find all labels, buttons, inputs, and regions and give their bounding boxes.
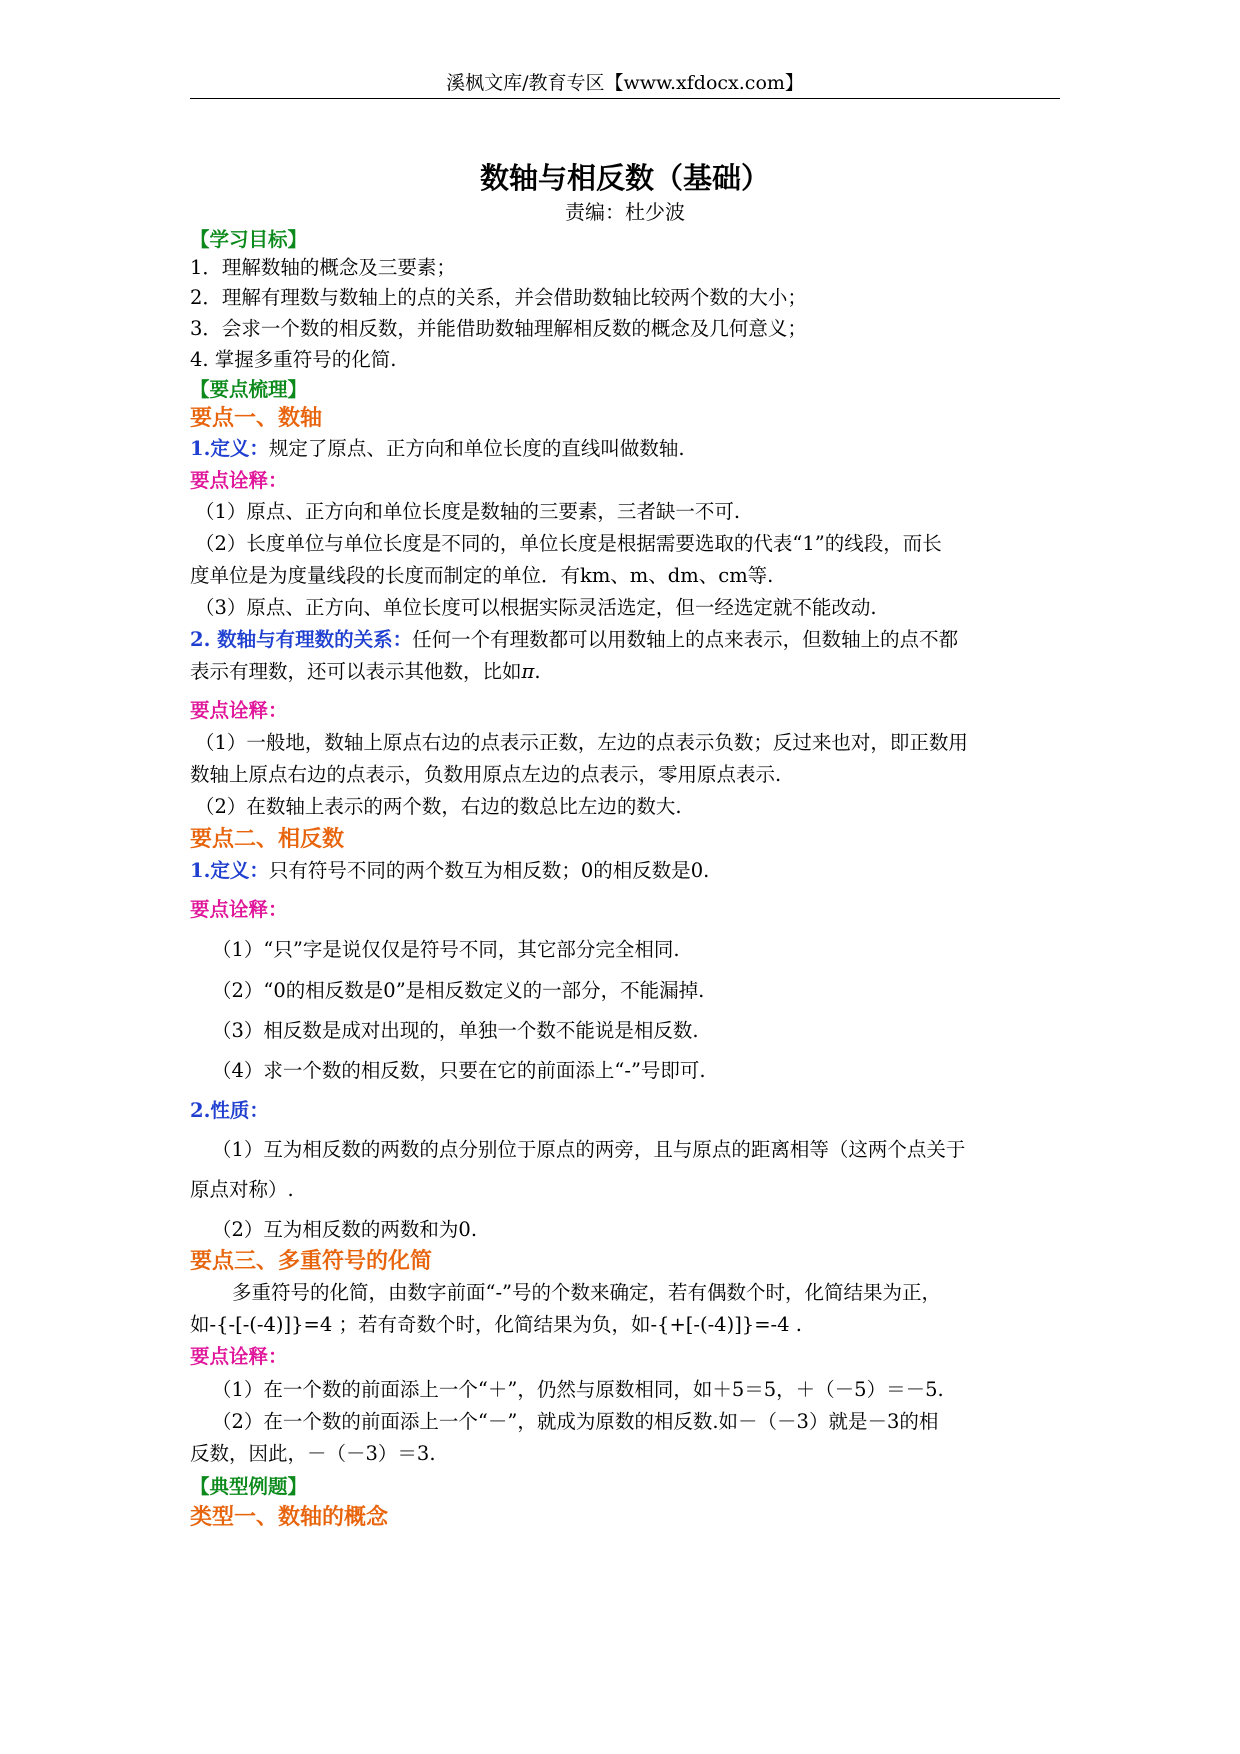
kp1-rel-label: 2. 数轴与有理数的关系： (190, 628, 413, 651)
kp1-note: （2）长度单位与单位长度是不同的，单位长度是根据需要选取的代表“1”的线段，而长 (195, 532, 942, 555)
kp2-definition (190, 858, 1060, 884)
pi-symbol: π (521, 660, 535, 683)
kp2-note: （3）相反数是成对出现的，单独一个数不能说是相反数. (212, 1019, 699, 1042)
objective-item: 4. 掌握多重符号的化简. (190, 348, 397, 371)
kp2-def-text: 只有符号不同的两个数互为相反数；0的相反数是0. (268, 859, 710, 882)
kp2-note-label: 要点诠释： (190, 898, 288, 921)
objective-item: 3．会求一个数的相反数，并能借助数轴理解相反数的概念及几何意义； (190, 317, 807, 340)
kp1-heading: 要点一、数轴 (190, 405, 323, 431)
kp3-heading: 要点三、多重符号的化简 (190, 1248, 433, 1274)
kp3-paragraph: 如-{-[-(-4)]}=4 ；若有奇数个时，化简结果为负，如-{+[-(-4)]}=-4 . (190, 1313, 802, 1336)
kp1-note: 度单位是为度量线段的长度而制定的单位．有km、m、dm、cm等. (190, 564, 774, 587)
objective-item: 1．理解数轴的概念及三要素； (190, 256, 456, 279)
kp2-prop: 原点对称）. (190, 1178, 294, 1201)
kp1-relation-cont (190, 659, 1060, 685)
kp2-def-label: 1.定义： (190, 859, 269, 882)
kp3-note-label: 要点诠释： (190, 1345, 288, 1368)
kp3-note: （1）在一个数的前面添上一个“＋”，仍然与原数相同，如＋5＝5，＋（－5）＝－5. (212, 1378, 944, 1401)
kp1-rel-end: . (534, 660, 541, 683)
editor-line: 责编：杜少波 (565, 200, 685, 224)
objective-item: 2．理解有理数与数轴上的点的关系，并会借助数轴比较两个数的大小； (190, 286, 807, 309)
kp1-note2: （2）在数轴上表示的两个数，右边的数总比左边的数大. (195, 795, 682, 818)
kp1-note2: （1）一般地，数轴上原点右边的点表示正数，左边的点表示负数；反过来也对，即正数用 (195, 731, 968, 754)
kp1-rel-text2: 表示有理数，还可以表示其他数，比如 (190, 660, 522, 683)
kp2-heading: 要点二、相反数 (190, 826, 345, 852)
kp1-note: （1）原点、正方向和单位长度是数轴的三要素，三者缺一不可. (195, 500, 741, 523)
kp3-note: （2）在一个数的前面添上一个“－”，就成为原数的相反数.如－（－3）就是－3的相 (212, 1410, 939, 1433)
kp1-note2-label: 要点诠释： (190, 699, 288, 722)
kp1-def-label: 1.定义： (190, 437, 269, 460)
kp1-note2: 数轴上原点右边的点表示，负数用原点左边的点表示，零用原点表示. (190, 763, 782, 786)
examples-heading: 【典型例题】 (190, 1475, 308, 1498)
kp1-note: （3）原点、正方向、单位长度可以根据实际灵活选定，但一经选定就不能改动. (195, 596, 877, 619)
kp2-note: （2）“0的相反数是0”是相反数定义的一部分，不能漏掉. (212, 979, 705, 1002)
type1-heading: 类型一、数轴的概念 (190, 1504, 389, 1530)
kp1-note-label: 要点诠释： (190, 469, 288, 492)
kp2-prop: （1）互为相反数的两数的点分别位于原点的两旁，且与原点的距离相等（这两个点关于 (212, 1138, 966, 1161)
kp2-prop: （2）互为相反数的两数和为0. (212, 1218, 478, 1241)
kp1-rel-text: 任何一个有理数都可以用数轴上的点来表示，但数轴上的点不都 (412, 628, 959, 651)
kp3-paragraph: 多重符号的化简，由数字前面“-”号的个数来确定，若有偶数个时，化简结果为正， (232, 1281, 942, 1304)
kp1-definition (190, 436, 1060, 462)
objectives-heading: 【学习目标】 (190, 228, 308, 251)
kp2-note: （1）“只”字是说仅仅是符号不同，其它部分完全相同. (212, 938, 680, 961)
kp1-relation (190, 627, 1060, 653)
keypoints-heading: 【要点梳理】 (190, 378, 308, 401)
document-title: 数轴与相反数（基础） (479, 161, 770, 195)
page-header: 溪枫文库/教育专区【www.xfdocx.com】 (446, 72, 804, 94)
kp2-prop-label: 2.性质： (190, 1099, 269, 1122)
kp1-def-text: 规定了原点、正方向和单位长度的直线叫做数轴. (268, 437, 685, 460)
kp2-note: （4）求一个数的相反数，只要在它的前面添上“-”号即可. (212, 1059, 706, 1082)
kp3-note: 反数，因此，－（－3）＝3. (190, 1442, 436, 1465)
header-rule (190, 98, 1060, 99)
